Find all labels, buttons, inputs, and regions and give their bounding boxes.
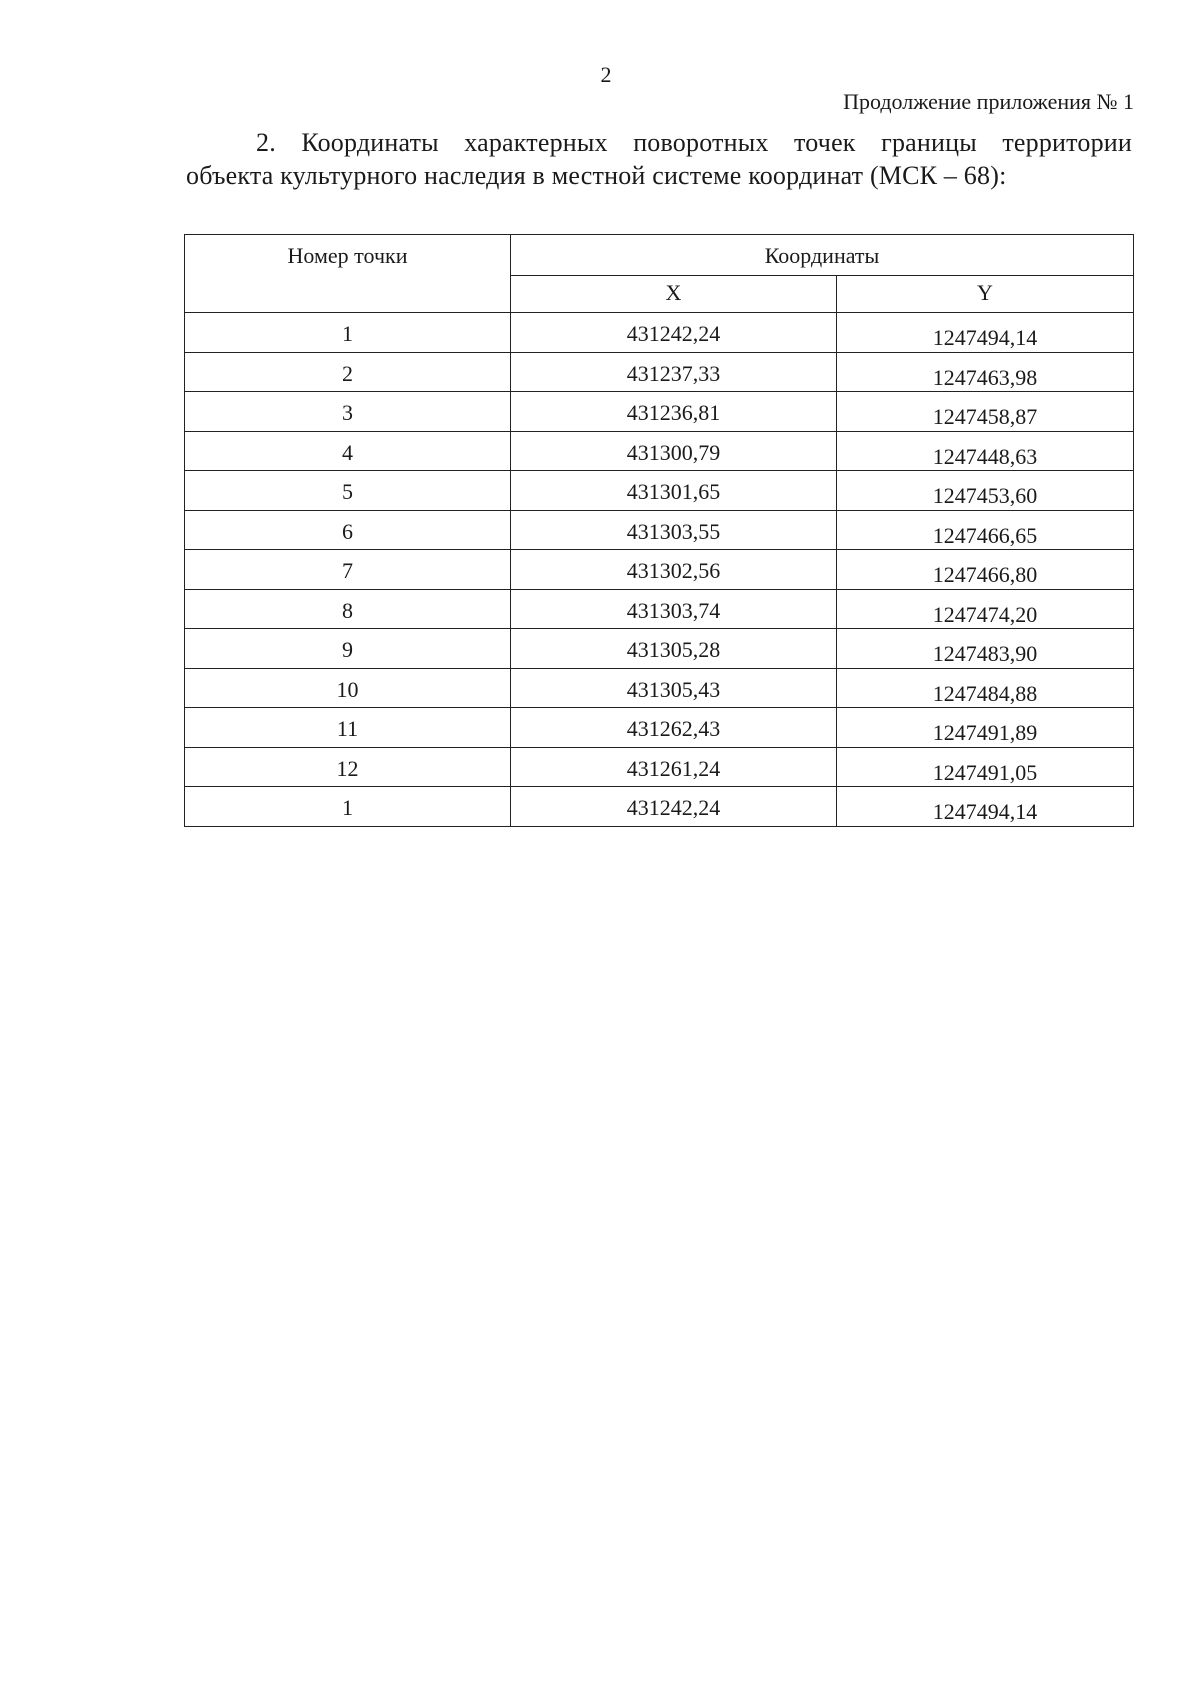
point-cell: 9	[185, 629, 511, 669]
point-cell: 12	[185, 747, 511, 787]
column-header-coordinates: Координаты	[511, 235, 1134, 276]
point-cell: 8	[185, 589, 511, 629]
table-row	[185, 589, 1134, 629]
coordinates-table	[184, 234, 1134, 827]
y-cell: 1247494,14	[837, 787, 1134, 827]
point-cell: 6	[185, 510, 511, 550]
x-cell: 431303,74	[511, 589, 837, 629]
point-cell: 1	[185, 787, 511, 827]
point-cell: 1	[185, 313, 511, 353]
point-cell: 3	[185, 392, 511, 432]
point-cell: 7	[185, 550, 511, 590]
x-cell: 431242,24	[511, 313, 837, 353]
y-cell: 1247484,88	[837, 668, 1134, 708]
x-cell: 431301,65	[511, 471, 837, 511]
table-row	[185, 747, 1134, 787]
table-row	[185, 708, 1134, 748]
appendix-note: Продолжение приложения № 1	[843, 89, 1134, 114]
table-row	[185, 668, 1134, 708]
y-cell: 1247494,14	[837, 313, 1134, 353]
table-header	[185, 235, 1134, 313]
table-row	[185, 510, 1134, 550]
table-row	[185, 471, 1134, 511]
point-cell: 4	[185, 431, 511, 471]
page-number: 2	[600, 62, 612, 87]
y-cell: 1247458,87	[837, 392, 1134, 432]
point-cell: 10	[185, 668, 511, 708]
table-row	[185, 431, 1134, 471]
point-cell: 2	[185, 352, 511, 392]
x-cell: 431236,81	[511, 392, 837, 432]
table-row	[185, 629, 1134, 669]
x-cell: 431303,55	[511, 510, 837, 550]
y-cell: 1247483,90	[837, 629, 1134, 669]
x-cell: 431242,24	[511, 787, 837, 827]
table-body	[185, 313, 1134, 827]
column-header-point: Номер точки	[185, 235, 511, 313]
y-cell: 1247466,65	[837, 510, 1134, 550]
table-row	[185, 550, 1134, 590]
y-cell: 1247491,89	[837, 708, 1134, 748]
table-row	[185, 313, 1134, 353]
y-cell: 1247491,05	[837, 747, 1134, 787]
y-cell: 1247448,63	[837, 431, 1134, 471]
x-cell: 431261,24	[511, 747, 837, 787]
table-row	[185, 352, 1134, 392]
heading-line-1: 2. Координаты характерных поворотных точек границы территории	[256, 128, 1132, 157]
point-cell: 11	[185, 708, 511, 748]
x-cell: 431305,43	[511, 668, 837, 708]
heading-line-2: объекта культурного наследия в местной системе координат (МСК – 68):	[186, 161, 1007, 190]
x-cell: 431262,43	[511, 708, 837, 748]
x-cell: 431305,28	[511, 629, 837, 669]
table-row	[185, 392, 1134, 432]
x-cell: 431302,56	[511, 550, 837, 590]
y-cell: 1247453,60	[837, 471, 1134, 511]
x-cell: 431300,79	[511, 431, 837, 471]
column-header-y: Y	[837, 276, 1134, 313]
section-heading	[186, 126, 1132, 192]
table-row	[185, 787, 1134, 827]
y-cell: 1247474,20	[837, 589, 1134, 629]
point-cell: 5	[185, 471, 511, 511]
x-cell: 431237,33	[511, 352, 837, 392]
y-cell: 1247466,80	[837, 550, 1134, 590]
y-cell: 1247463,98	[837, 352, 1134, 392]
column-header-x: X	[511, 276, 837, 313]
